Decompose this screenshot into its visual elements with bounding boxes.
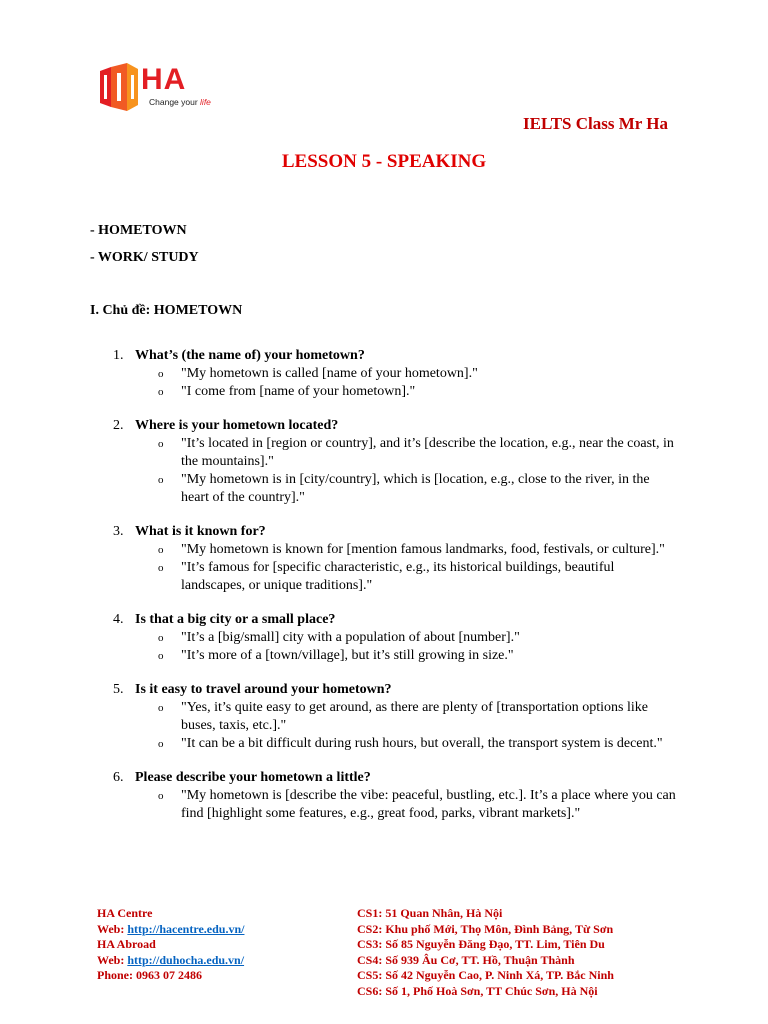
answer-text: "I come from [name of your hometown]." (181, 384, 416, 399)
bullet-icon: o (158, 368, 164, 380)
question-list (90, 347, 680, 839)
answer-item (90, 787, 680, 823)
question-number: 2. (113, 418, 124, 433)
logo (97, 63, 227, 113)
phone: Phone: 0963 07 2486 (97, 968, 202, 983)
bullet-icon: o (158, 650, 164, 662)
answer-text: "It’s a [big/small] city with a population of about [number]." (181, 630, 520, 645)
bullet-icon: o (158, 438, 164, 450)
centre-web: Web: http://hacentre.edu.vn/ (97, 921, 245, 936)
question-block (90, 769, 680, 823)
question-text: What is it known for? (135, 524, 266, 539)
answer-item (90, 699, 680, 735)
branch-address: CS5: Số 42 Nguyễn Cao, P. Ninh Xá, TP. Bắc Ninh (357, 968, 614, 983)
footer-contacts (97, 906, 244, 984)
answer-item (90, 383, 680, 401)
question-block (90, 611, 680, 665)
question-heading (90, 523, 680, 541)
bullet-icon: o (158, 790, 164, 802)
question-heading (90, 417, 680, 435)
answer-item (90, 471, 680, 507)
abroad-web: Web: http://duhocha.edu.vn/ (97, 952, 245, 967)
question-text: Is that a big city or a small place? (135, 612, 336, 627)
bullet-icon: o (158, 562, 164, 574)
answer-text: "It’s located in [region or country], and it’s [describe the location, e.g., near the coast, in the mountains]." (181, 436, 674, 469)
answer-text: "My hometown is known for [mention famous landmarks, food, festivals, or culture]." (181, 542, 665, 557)
answer-item (90, 365, 680, 383)
question-block (90, 417, 680, 507)
question-number: 1. (113, 348, 124, 363)
bullet-icon: o (158, 544, 164, 556)
branch-address: CS1: 51 Quan Nhân, Hà Nội (357, 906, 503, 920)
question-number: 6. (113, 770, 124, 785)
answer-text: "It’s more of a [town/village], but it’s still growing in size." (181, 648, 514, 663)
answer-text: "My hometown is in [city/country], which is [location, e.g., close to the river, in the heart of the country]." (181, 472, 650, 505)
bullet-icon: o (158, 386, 164, 398)
answer-text: "My hometown is called [name of your hometown]." (181, 366, 478, 381)
question-text: Please describe your hometown a little? (135, 770, 371, 785)
question-heading (90, 611, 680, 629)
question-number: 4. (113, 612, 124, 627)
topic-list (90, 222, 199, 276)
question-heading (90, 769, 680, 787)
topic-item: - WORK/ STUDY (90, 250, 199, 265)
question-text: Where is your hometown located? (135, 418, 339, 433)
answer-item (90, 629, 680, 647)
centre-name: HA Centre (97, 906, 153, 920)
branch-address: CS6: Số 1, Phố Hoà Sơn, TT Chúc Sơn, Hà Nội (357, 983, 598, 998)
question-block (90, 681, 680, 753)
abroad-link[interactable]: http://duhocha.edu.vn/ (127, 952, 245, 967)
answer-text: "Yes, it’s quite easy to get around, as there are plenty of [transportation options like buses, taxis, etc.]." (181, 700, 648, 733)
question-heading (90, 347, 680, 365)
section-title: I. Chủ đề: HOMETOWN (90, 303, 243, 318)
topic-item: - HOMETOWN (90, 223, 187, 238)
door-logo-icon (97, 63, 141, 111)
answer-item (90, 647, 680, 665)
lesson-title: LESSON 5 - SPEAKING (281, 151, 487, 172)
answer-item (90, 559, 680, 595)
question-number: 3. (113, 524, 124, 539)
abroad-name: HA Abroad (97, 937, 156, 952)
question-number: 5. (113, 682, 124, 697)
branch-address: CS4: Số 939 Âu Cơ, TT. Hồ, Thuận Thành (357, 952, 575, 967)
question-block (90, 347, 680, 401)
class-name: IELTS Class Mr Ha (522, 114, 668, 133)
answer-item (90, 541, 680, 559)
footer-branches (357, 906, 614, 1000)
answer-item (90, 435, 680, 471)
question-block (90, 523, 680, 595)
question-text: Is it easy to travel around your hometown? (135, 682, 392, 697)
bullet-icon: o (158, 474, 164, 486)
bullet-icon: o (158, 632, 164, 644)
answer-text: "It’s famous for [specific characteristic, e.g., its historical buildings, beautiful landscapes, or unique traditions]." (181, 560, 615, 593)
answer-text: "It can be a bit difficult during rush hours, but overall, the transport system is decent." (181, 736, 663, 751)
logo-brand: HA (141, 63, 187, 96)
answer-item (90, 735, 680, 753)
centre-link[interactable]: http://hacentre.edu.vn/ (127, 921, 245, 936)
branch-address: CS3: Số 85 Nguyễn Đăng Đạo, TT. Lim, Tiên Du (357, 937, 605, 952)
logo-tagline: Change your life (149, 97, 211, 107)
question-heading (90, 681, 680, 699)
question-text: What’s (the name of) your hometown? (135, 348, 365, 363)
branch-address: CS2: Khu phố Mới, Thọ Môn, Đình Bảng, Từ Sơn (357, 921, 614, 936)
answer-text: "My hometown is [describe the vibe: peaceful, bustling, etc.]. It’s a place where you can find [highlight some features, e.g., great food, parks, vibrant markets]." (181, 788, 676, 821)
bullet-icon: o (158, 738, 164, 750)
bullet-icon: o (158, 702, 164, 714)
